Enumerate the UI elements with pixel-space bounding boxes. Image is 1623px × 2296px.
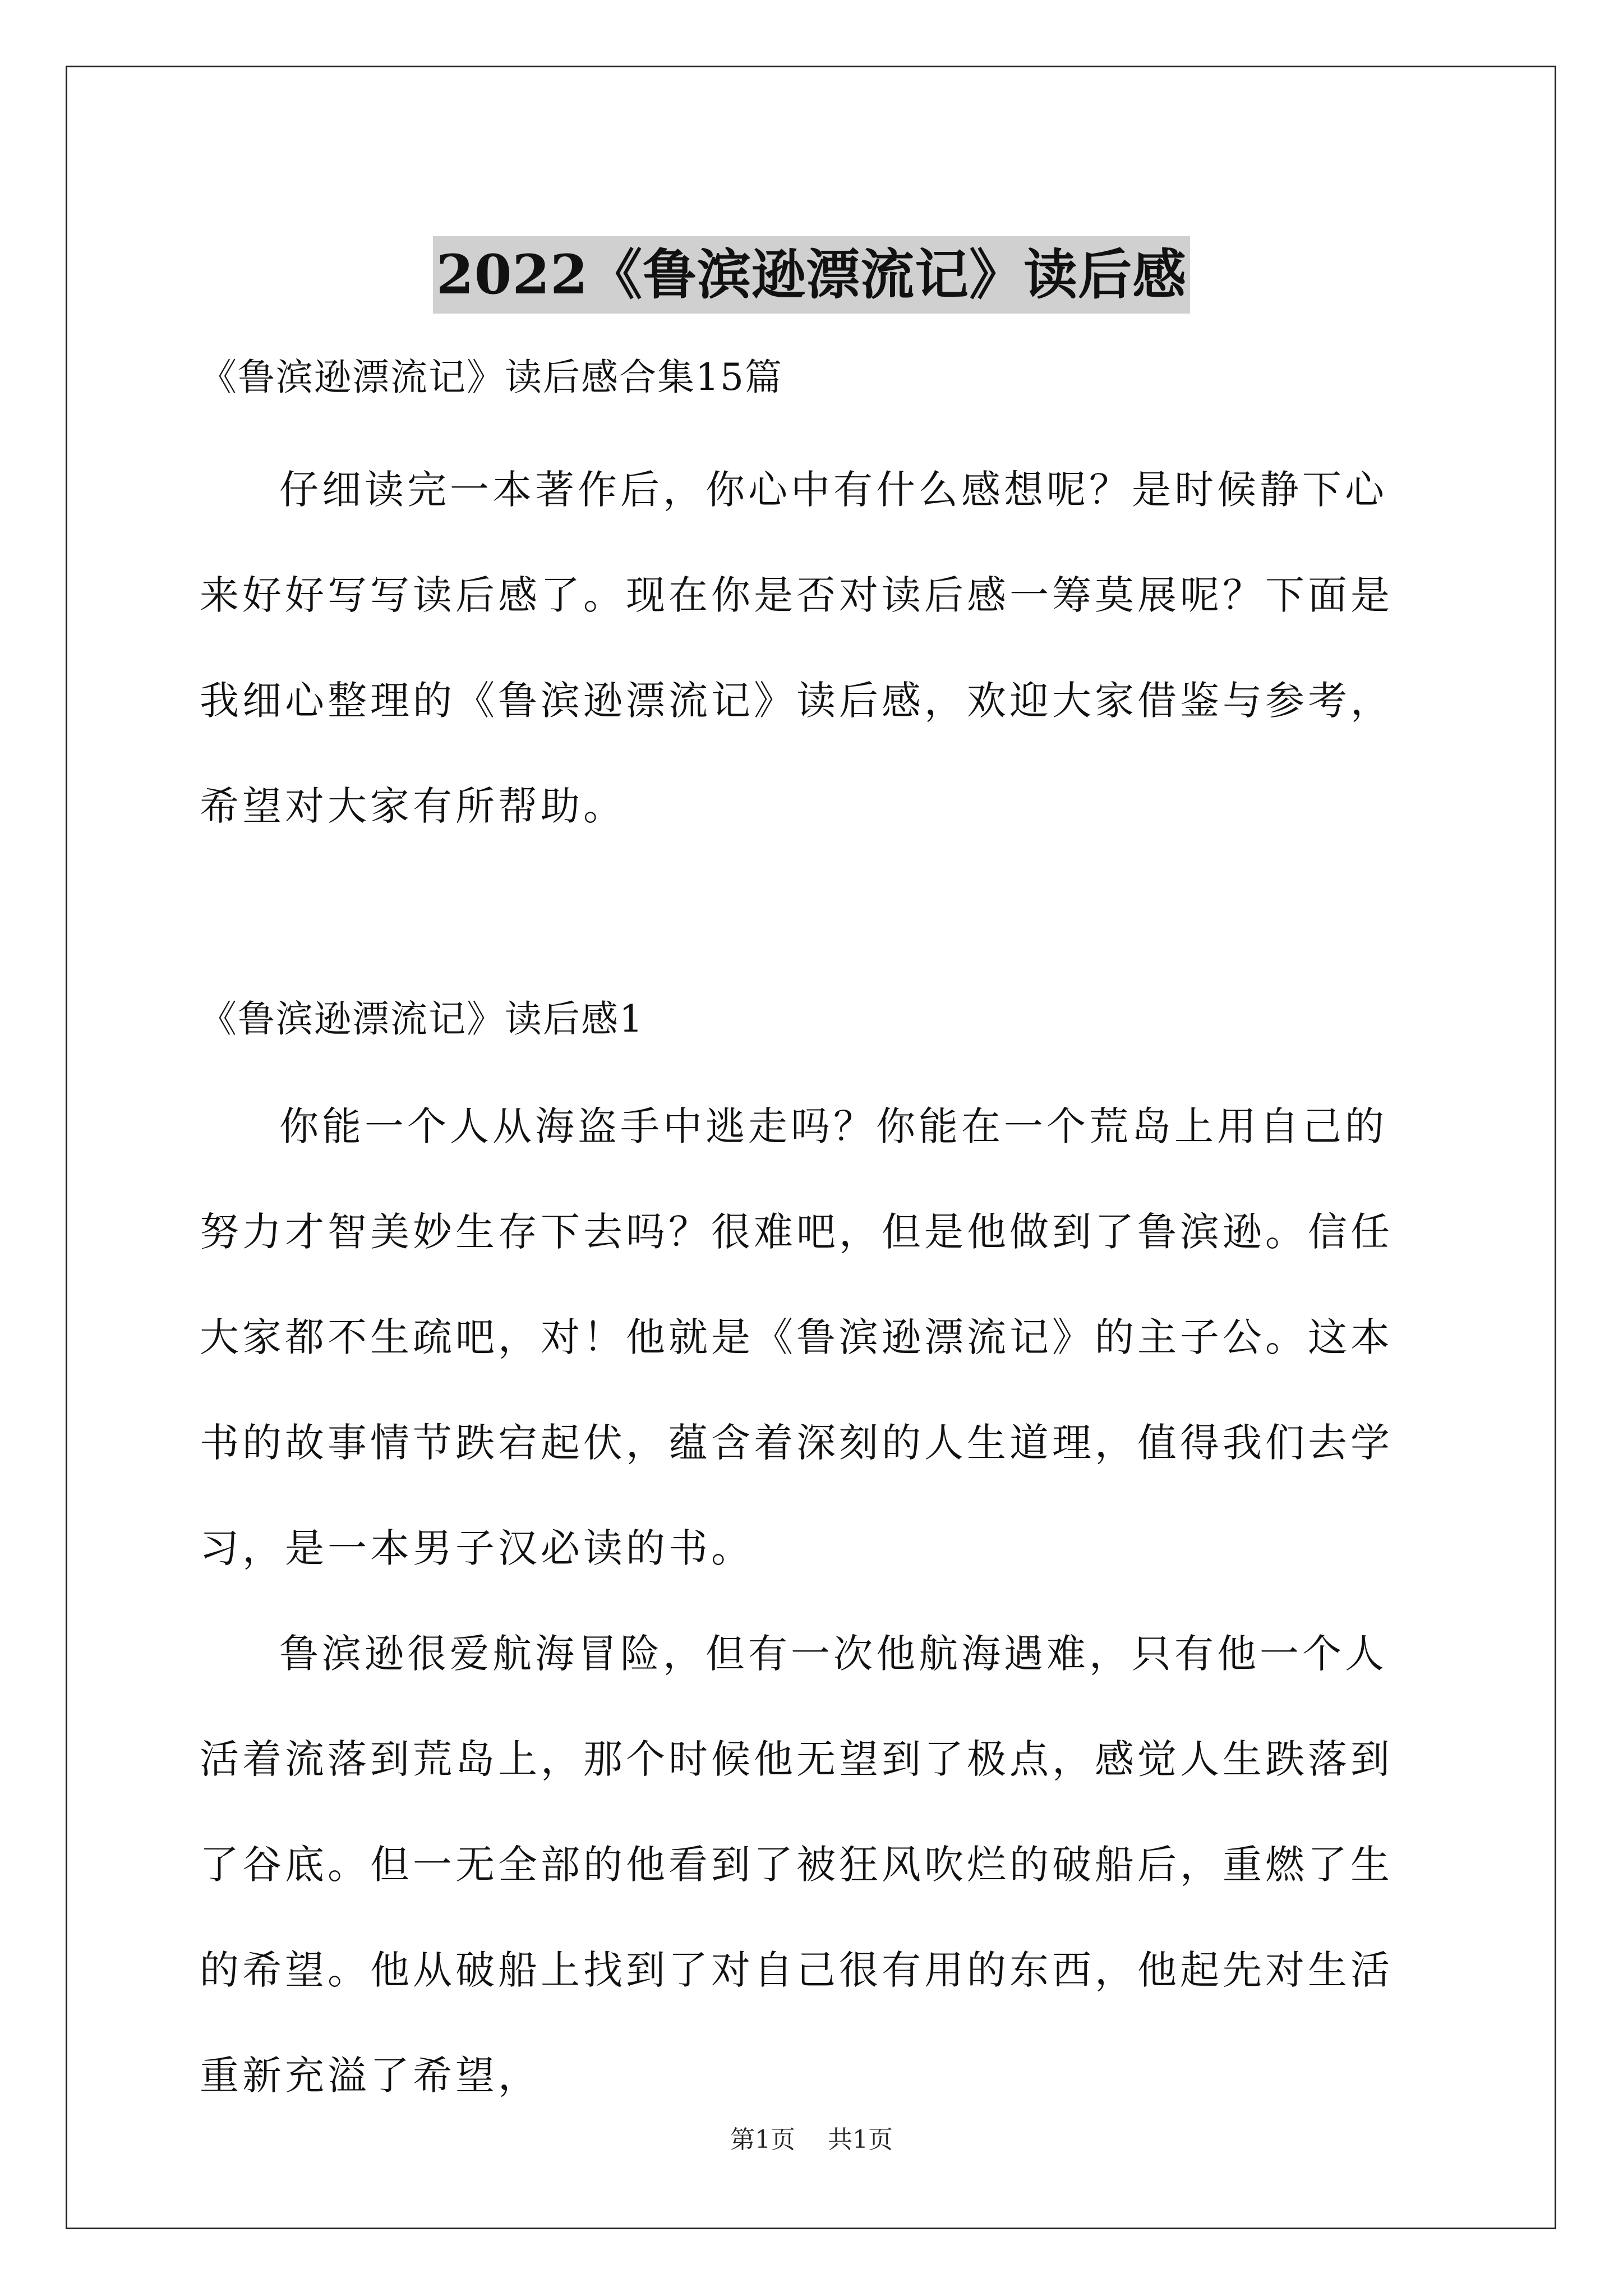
page-number: 第1页 xyxy=(730,2125,795,2154)
title-container xyxy=(0,200,1623,350)
body-paragraph-2: 鲁滨逊很爱航海冒险，但有一次他航海遇难，只有他一个人活着流落到荒岛上，那个时候他无望到了极点，感觉人生跌落到了谷底。但一无全部的他看到了被狂风吹烂的破船后，重燃了生的希望。他从破船上找到了对自己很有用的东西，他起先对生活重新充溢了希望， xyxy=(200,1631,1393,2099)
page-footer xyxy=(0,2123,1623,2157)
document-title: 2022《鲁滨逊漂流记》读后感 xyxy=(433,236,1190,314)
collection-heading: 《鲁滨逊漂流记》读后感合集15篇 xyxy=(200,356,783,399)
body-paragraph-1: 你能一个人从海盗手中逃走吗？你能在一个荒岛上用自己的努力才智美妙生存下去吗？很难吧，但是他做到了鲁滨逊。信任大家都不生疏吧，对！他就是《鲁滨逊漂流记》的主子公。这本书的故事情节跌宕起伏，蕴含着深刻的人生道理，值得我们去学习，是一本男子汉必读的书。 xyxy=(200,1103,1393,1571)
section-heading: 《鲁滨逊漂流记》读后感1 xyxy=(200,997,644,1041)
intro-paragraph: 仔细读完一本著作后，你心中有什么感想呢？是时候静下心来好好写写读后感了。现在你是否对读后感一筹莫展呢？下面是我细心整理的《鲁滨逊漂流记》读后感，欢迎大家借鉴与参考，希望对大家有所帮助。 xyxy=(200,467,1393,829)
page-total: 共1页 xyxy=(828,2125,893,2154)
